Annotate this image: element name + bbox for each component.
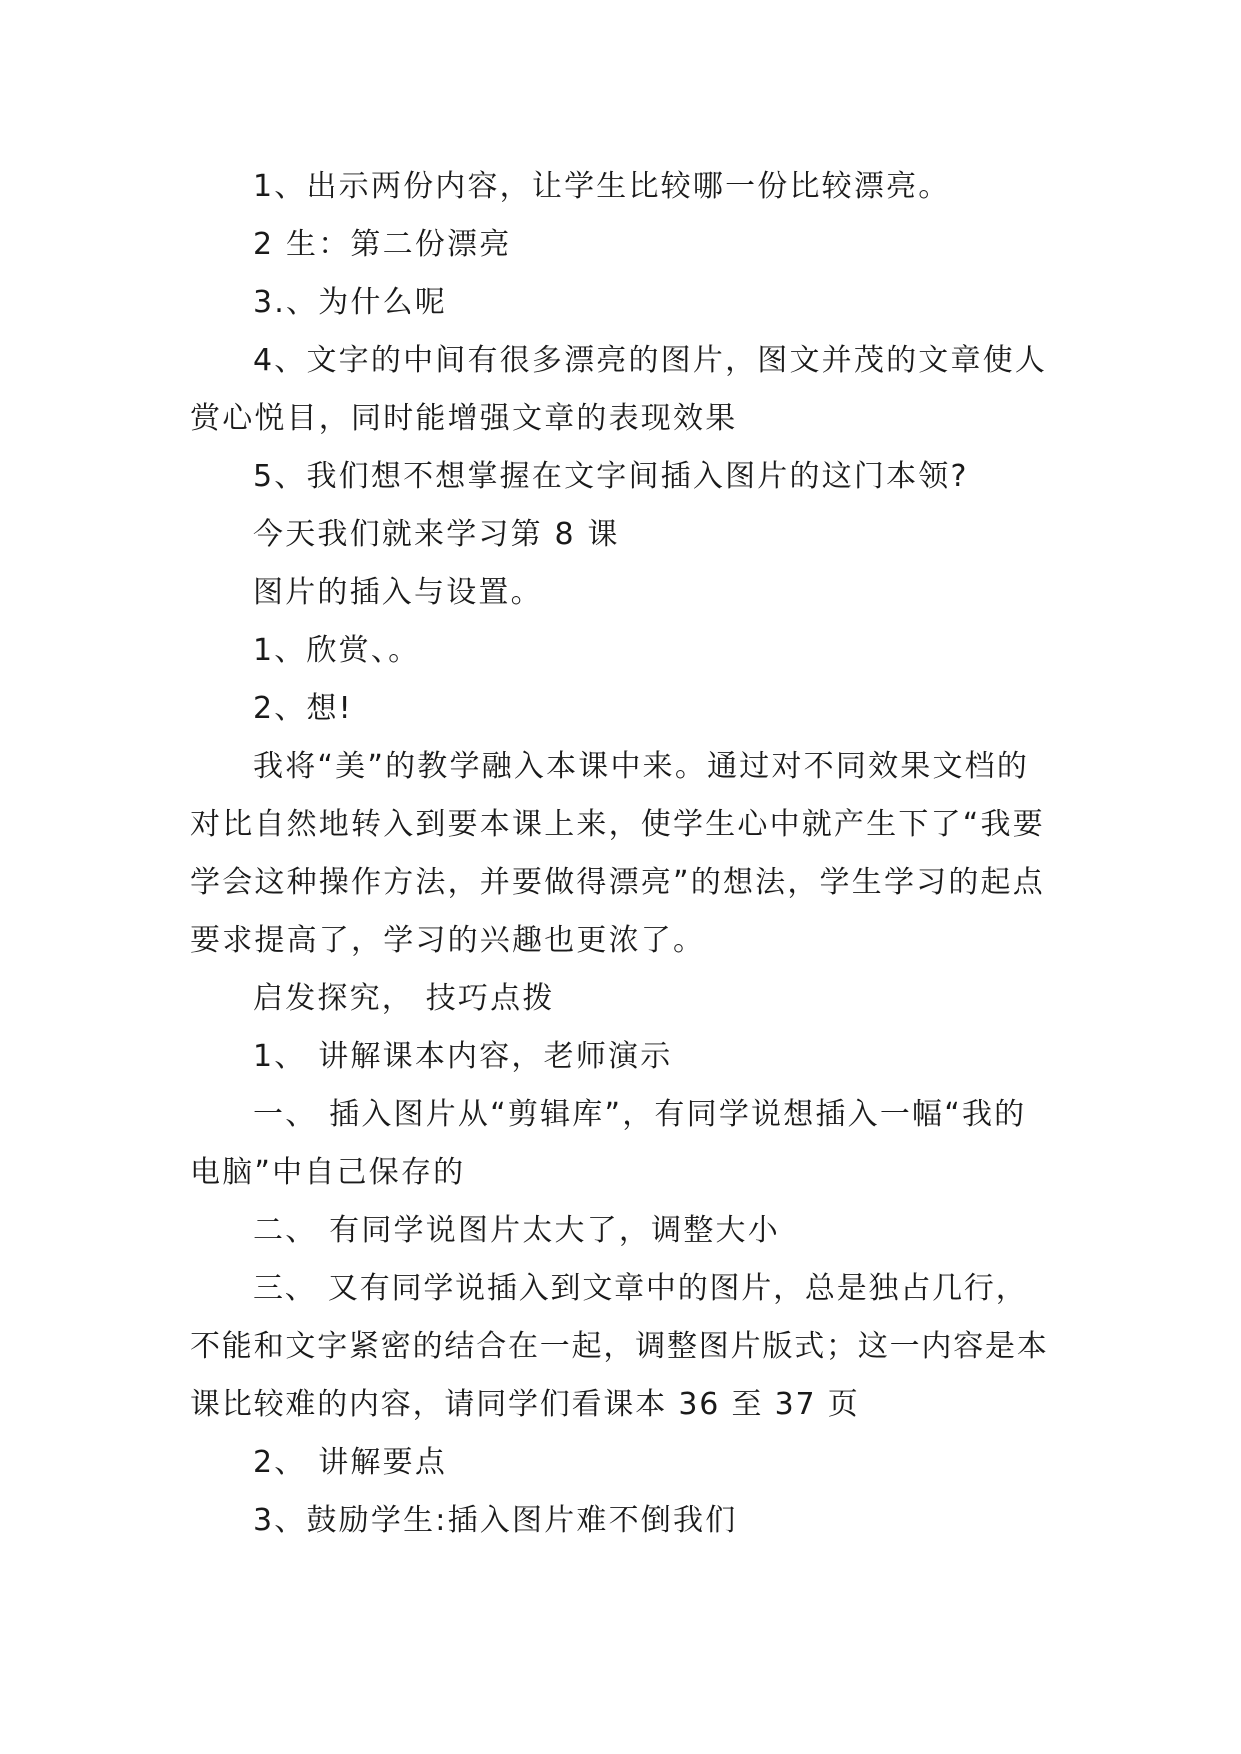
paragraph-15: 三、 又有同学说插入到文章中的图片，总是独占几行，不能和文字紧密的结合在一起，调整图片版式；这一内容是本课比较难的内容，请同学们看课本 36 至 37 页 <box>190 1271 1049 1422</box>
paragraph-1: 1、出示两份内容，让学生比较哪一份比较漂亮。 <box>253 169 951 204</box>
paragraph-8: 1、欣赏、。 <box>253 633 421 668</box>
paragraph-7: 图片的插入与设置。 <box>253 575 543 610</box>
paragraph-6: 今天我们就来学习第 8 课 <box>253 517 620 552</box>
paragraph-16: 2、 讲解要点 <box>253 1445 448 1480</box>
paragraph-4: 4、文字的中间有很多漂亮的图片，图文并茂的文章使人赏心悦目，同时能增强文章的表现效果 <box>190 343 1048 436</box>
paragraph-11: 启发探究， 技巧点拨 <box>253 981 555 1016</box>
paragraph-12: 1、 讲解课本内容，老师演示 <box>253 1039 673 1074</box>
paragraph-9: 2、想! <box>253 691 353 726</box>
paragraph-17: 3、鼓励学生:插入图片难不倒我们 <box>253 1503 738 1538</box>
paragraph-14: 二、 有同学说图片太大了，调整大小 <box>253 1213 780 1248</box>
document-body <box>190 158 1052 1550</box>
paragraph-2: 2 生：第二份漂亮 <box>253 227 512 262</box>
paragraph-13: 一、 插入图片从“剪辑库”，有同学说想插入一幅“我的电脑”中自己保存的 <box>190 1097 1027 1190</box>
paragraph-10: 我将“美”的教学融入本课中来。通过对不同效果文档的对比自然地转入到要本课上来，使学生心中就产生下了“我要学会这种操作方法，并要做得漂亮”的想法，学生学习的起点要求提高了，学习的兴趣也更浓了。 <box>190 749 1045 958</box>
paragraph-5: 5、我们想不想掌握在文字间插入图片的这门本领? <box>253 459 969 494</box>
paragraph-3: 3.、为什么呢 <box>253 285 448 320</box>
